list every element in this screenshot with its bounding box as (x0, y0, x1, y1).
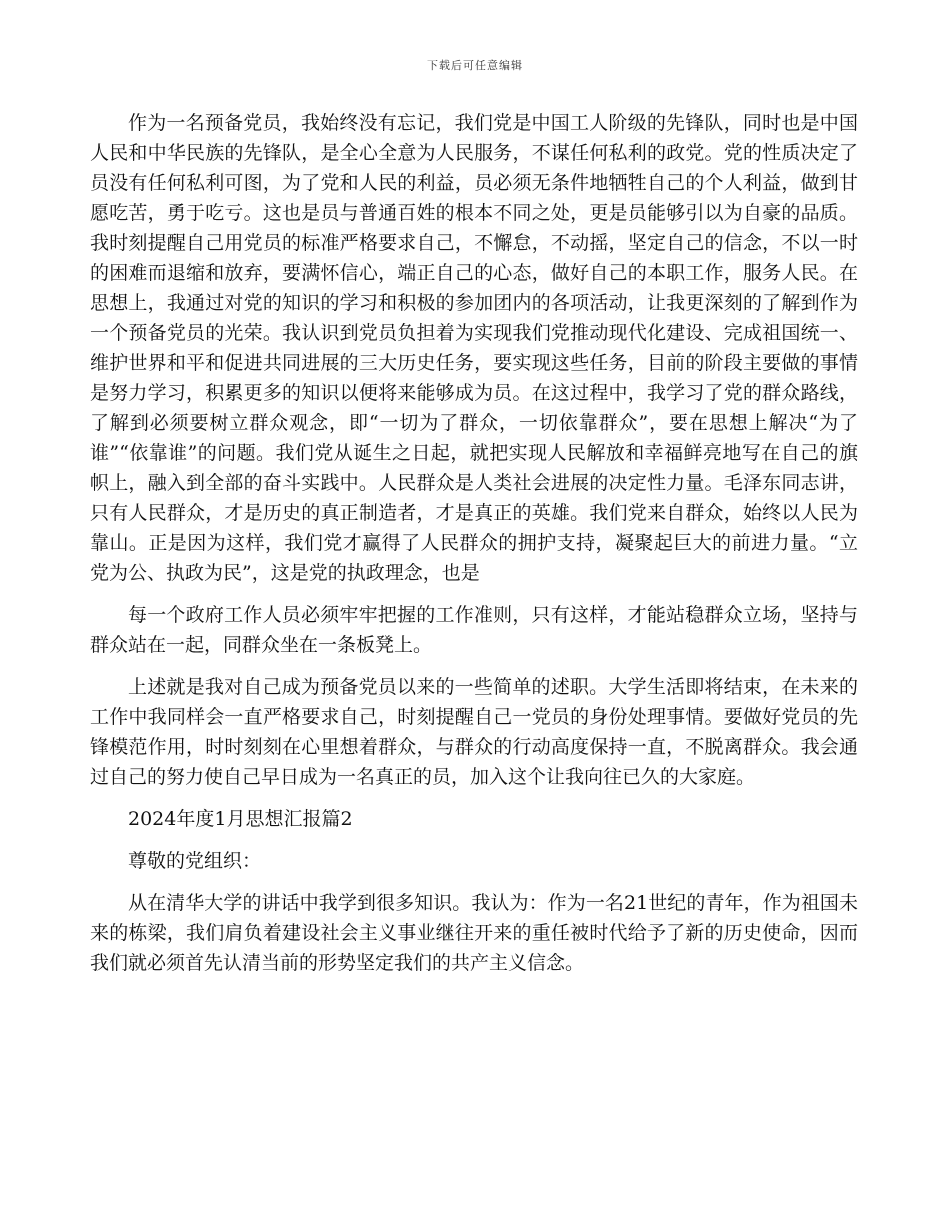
section-title: 2024年度1月思想汇报篇2 (128, 808, 353, 830)
salutation: 尊敬的党组织： (128, 850, 262, 872)
paragraph: 上述就是我对自己成为预备党员以来的一些简单的述职。大学生活即将结束，在未来的工作中我同样会一直严格要求自己，时刻提醒自己一党员的身份处理事情。要做好党员的先锋模范作用，时时刻刻在心里想着群众，与群众的行动高度保持一直，不脱离群众。我会通过自己的努力使自己早日成为一名真正的员，加入这个让我向往已久的大家庭。 (90, 676, 858, 788)
paragraph: 作为一名预备党员，我始终没有忘记，我们党是中国工人阶级的先锋队，同时也是中国人民和中华民族的先锋队，是全心全意为人民服务，不谋任何私利的政党。党的性质决定了员没有任何私利可图，为了党和人民的利益，员必须无条件地牺牲自己的个人利益，做到甘愿吃苦，勇于吃亏。这也是员与普通百姓的根本不同之处，更是员能够引以为自豪的品质。我时刻提醒自己用党员的标准严格要求自己，不懈怠，不动摇，坚定自己的信念，不以一时的困难而退缩和放弃，要满怀信心，端正自己的心态，做好自己的本职工作，服务人民。在思想上，我通过对党的知识的学习和积极的参加团内的各项活动，让我更深刻的了解到作为一个预备党员的光荣。我认识到党员负担着为实现我们党推动现代化建设、完成祖国统一、维护世界和平和促进共同进展的三大历史任务，要实现这些任务，目前的阶段主要做的事情是努力学习，积累更多的知识以便将来能够成为员。在这过程中，我学习了党的群众路线，了解到必须要树立群众观念，即“一切为了群众，一切依靠群众”，要在思想上解决“为了谁”“依靠谁”的问题。我们党从诞生之日起，就把实现人民解放和幸福鲜亮地写在自己的旗帜上，融入到全部的奋斗实践中。人民群众是人类社会进展的决定性力量。毛泽东同志讲，只有人民群众，才是历史的真正制造者，才是真正的英雄。我们党来自群众，始终以人民为靠山。正是因为这样，我们党才赢得了人民群众的拥护支持，凝聚起巨大的前进力量。“立党为公、执政为民”，这是党的执政理念，也是 (90, 112, 858, 584)
header-note: 下载后可任意编辑 (427, 59, 523, 72)
paragraph: 从在清华大学的讲话中我学到很多知识。我认为：作为一名21世纪的青年，作为祖国未来的栋梁，我们肩负着建设社会主义事业继往开来的重任被时代给予了新的历史使命，因而我们就必须首先认清当前的形势坚定我们的共产主义信念。 (90, 892, 858, 974)
document-body (90, 108, 858, 990)
paragraph: 每一个政府工作人员必须牢牢把握的工作准则，只有这样，才能站稳群众立场，坚持与群众站在一起，同群众坐在一条板凳上。 (90, 604, 858, 656)
